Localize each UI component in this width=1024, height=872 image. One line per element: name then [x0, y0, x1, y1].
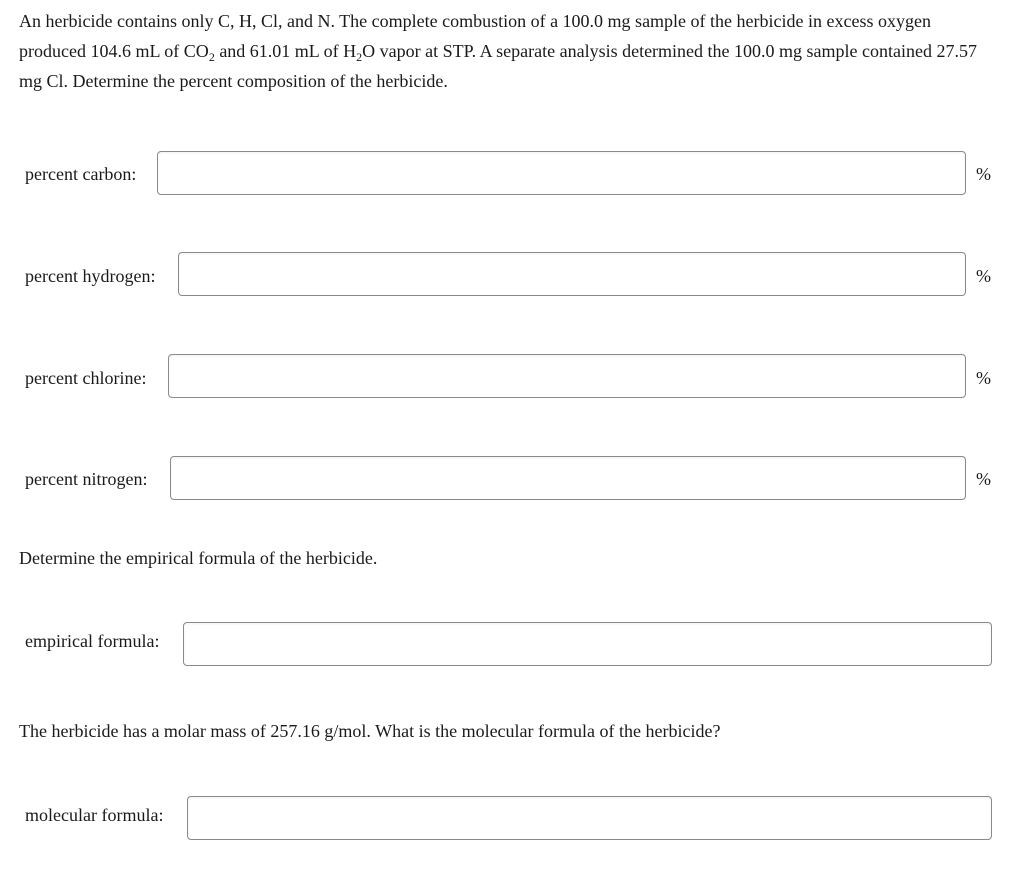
molecular-formula-label: molecular formula: — [25, 805, 164, 825]
question-text — [19, 6, 999, 96]
empirical-formula-label: empirical formula: — [25, 631, 160, 651]
percent-nitrogen-label: percent nitrogen: — [25, 469, 148, 489]
percent-chlorine-input[interactable] — [168, 354, 966, 398]
percent-hydrogen-unit: % — [976, 266, 991, 286]
percent-carbon-unit: % — [976, 164, 991, 184]
percent-carbon-input[interactable] — [157, 151, 966, 195]
molecular-formula-input[interactable] — [187, 796, 992, 840]
percent-nitrogen-input[interactable] — [170, 456, 966, 500]
question-part-3: O vapor at STP. A separate analysis determined the 100.0 mg sample contained 27.57 mg Cl. Determine the percent composition of the herbicide. — [19, 41, 977, 91]
molecular-formula-prompt: The herbicide has a molar mass of 257.16 g/mol. What is the molecular formula of the herbicide? — [19, 721, 721, 741]
percent-chlorine-unit: % — [976, 368, 991, 388]
co2-subscript: 2 — [208, 50, 215, 64]
percent-hydrogen-input[interactable] — [178, 252, 966, 296]
percent-chlorine-label: percent chlorine: — [25, 368, 147, 388]
percent-hydrogen-label: percent hydrogen: — [25, 266, 156, 286]
percent-nitrogen-unit: % — [976, 469, 991, 489]
question-part-1: An herbicide contains only C, H, Cl, and N. The complete combustion of a 100.0 mg sample of the herbicide in excess oxygen produced 104.6 mL of CO — [19, 11, 931, 61]
question-part-2: and 61.01 mL of H — [214, 41, 357, 61]
empirical-formula-input[interactable] — [183, 622, 992, 666]
percent-carbon-label: percent carbon: — [25, 164, 137, 184]
h2o-subscript: 2 — [356, 50, 363, 64]
empirical-formula-prompt: Determine the empirical formula of the herbicide. — [19, 548, 378, 568]
